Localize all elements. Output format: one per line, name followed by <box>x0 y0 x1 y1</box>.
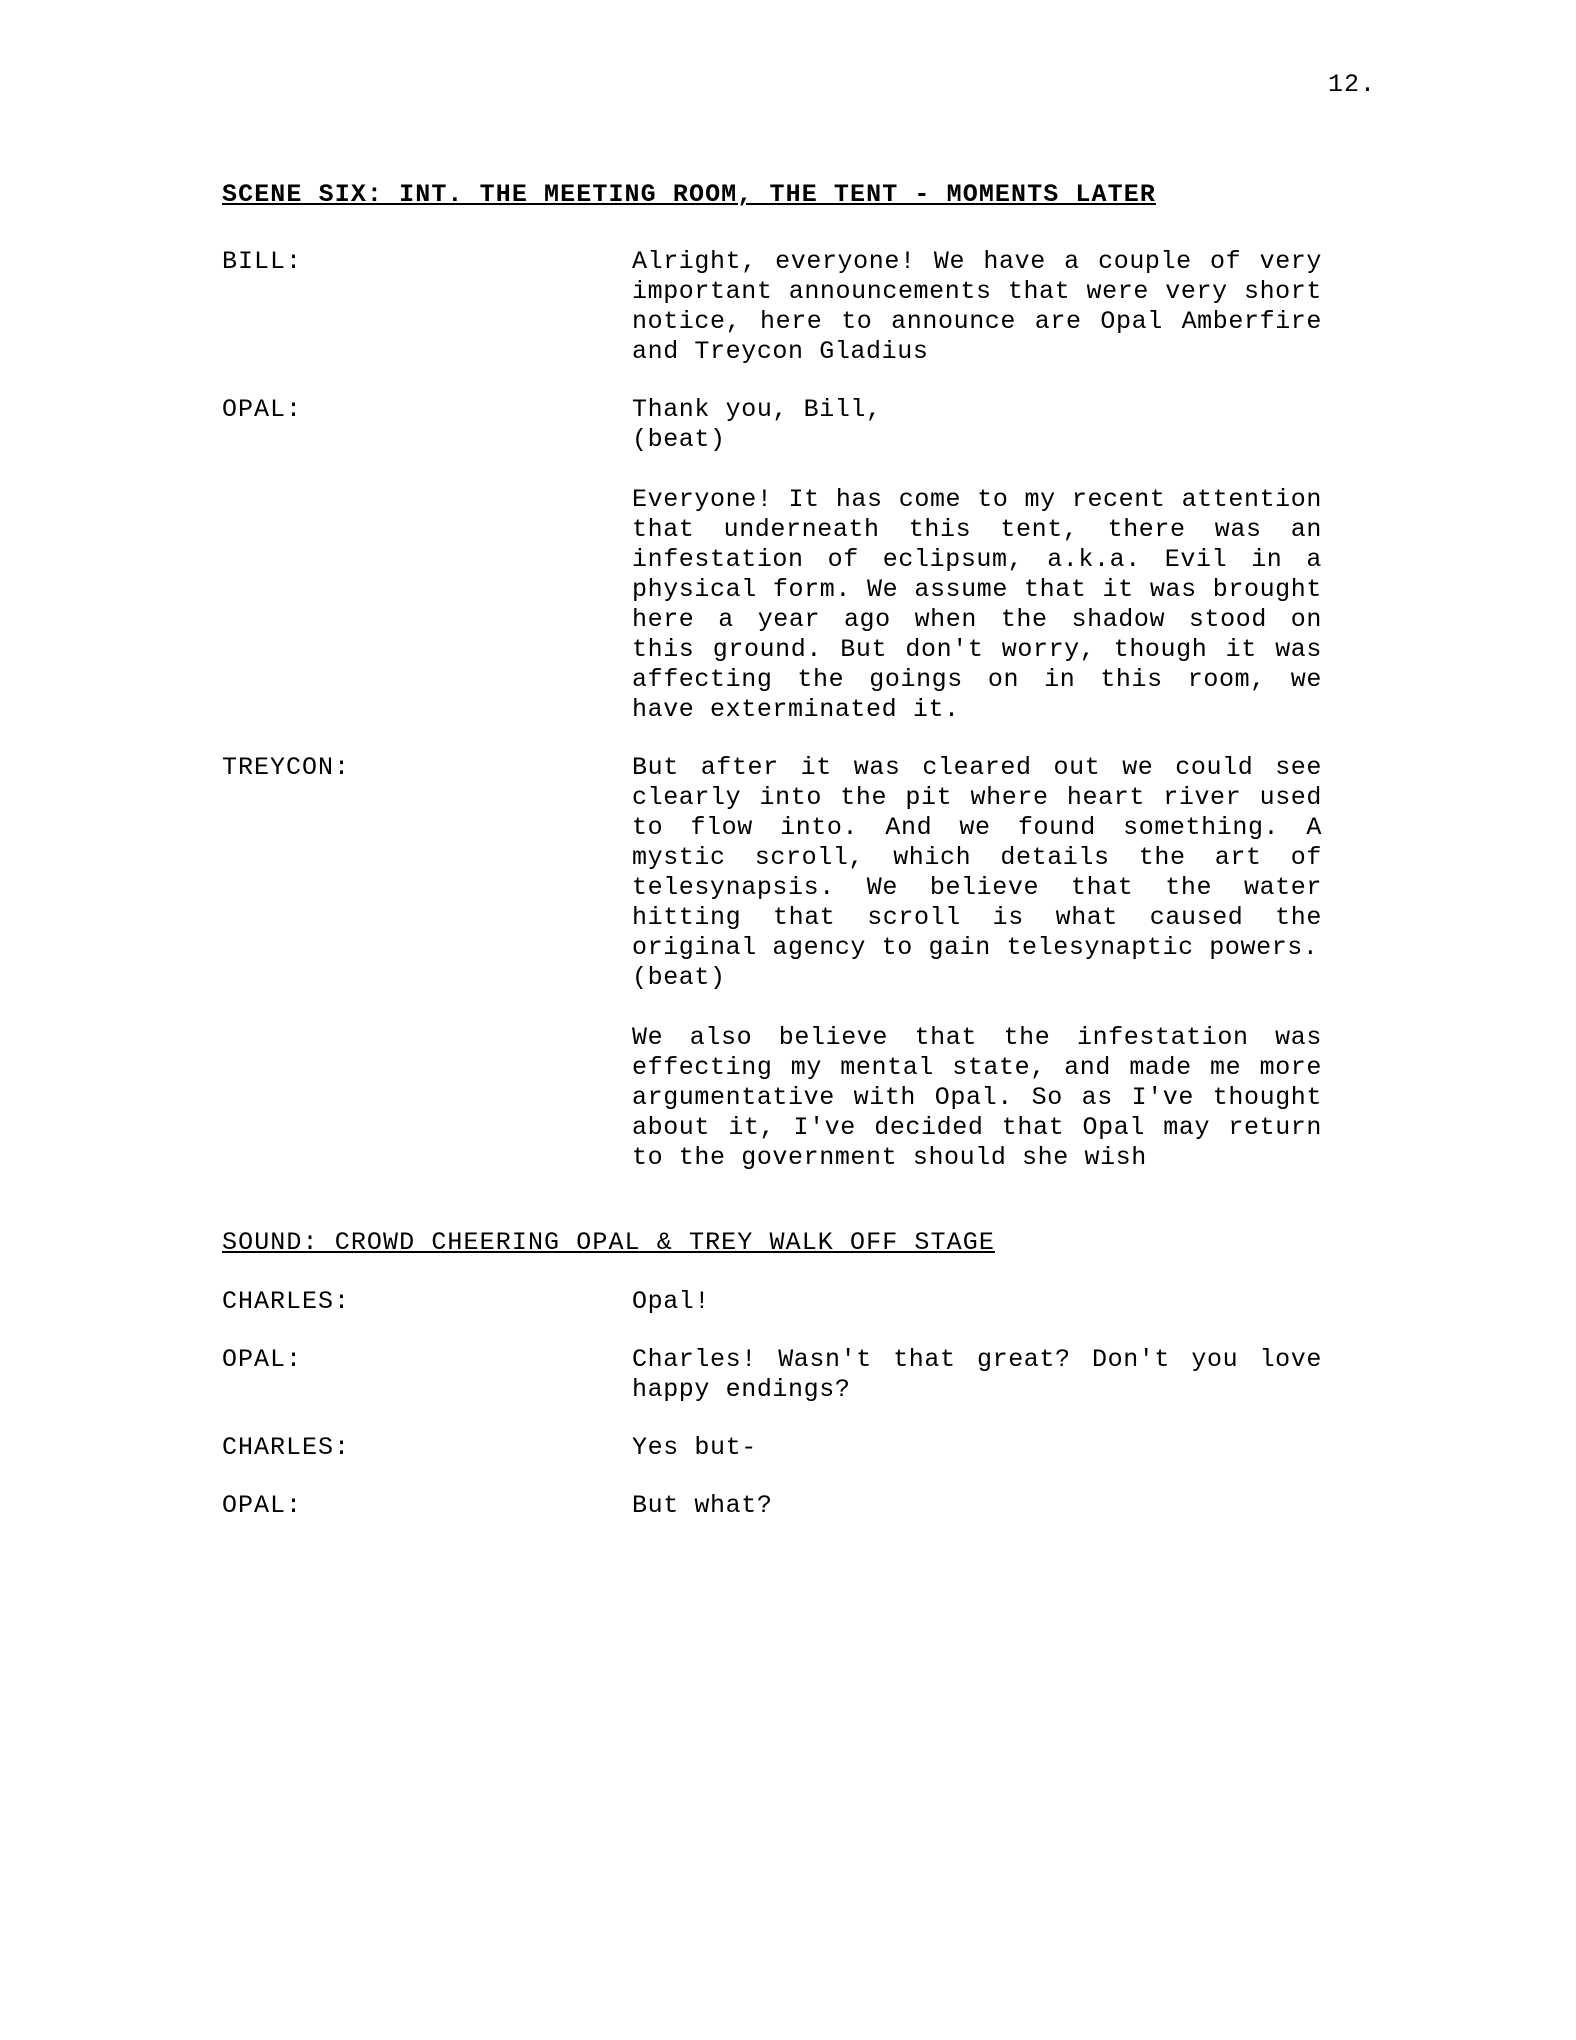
dialogue-block <box>222 1345 1322 1405</box>
dialogue-line: Alright, everyone! We have a couple of very important announcements that were very short notice, here to announce are Opal Amberfire and Treycon Gladius <box>632 247 1322 366</box>
scene-heading: SCENE SIX: INT. THE MEETING ROOM, THE TENT - MOMENTS LATER <box>222 180 1156 209</box>
dialogue-line: Yes but- <box>632 1433 757 1462</box>
dialogue-line: We also believe that the infestation was effecting my mental state, and made me more argumentative with Opal. So as I've thought about it, I've decided that Opal may return to the government should she wish <box>632 1023 1322 1172</box>
character-name: OPAL: <box>222 1491 303 1520</box>
dialogue-block <box>222 753 1322 1173</box>
dialogue-line: But what? <box>632 1491 773 1520</box>
character-name: TREYCON: <box>222 753 351 782</box>
page-number: 12. <box>1327 70 1376 99</box>
dialogue-block <box>222 395 1322 725</box>
character-name: BILL: <box>222 247 303 276</box>
dialogue-text <box>632 395 1322 725</box>
dialogue-text <box>632 1345 1322 1405</box>
dialogue-line: Charles! Wasn't that great? Don't you love happy endings? <box>632 1345 1322 1404</box>
dialogue-line: Thank you, Bill, <box>632 395 882 424</box>
character-name: OPAL: <box>222 395 303 424</box>
character-name: CHARLES: <box>222 1433 351 1462</box>
dialogue-block <box>222 1433 1322 1463</box>
dialogue-line: Everyone! It has come to my recent attention that underneath this tent, there was an infestation of eclipsum, a.k.a. Evil in a physical form. We assume that it was brought here a year ago when the shadow stood on this ground. But don't worry, though it was affecting the goings on in this room, we have exterminated it. <box>632 485 1322 724</box>
dialogue-block <box>222 247 1322 367</box>
dialogue-text <box>632 1433 1322 1463</box>
dialogue-line: But after it was cleared out we could see clearly into the pit where heart river used to flow into. And we found something. A mystic scroll, which details the art of telesynapsis. We believe that the water hitting that scroll is what caused the original agency to gain telesynaptic powers. <box>632 753 1322 962</box>
dialogue-beat: (beat) <box>632 425 726 454</box>
character-name: OPAL: <box>222 1345 303 1374</box>
character-name: CHARLES: <box>222 1287 351 1316</box>
dialogue-text <box>632 247 1322 367</box>
dialogue-text <box>632 753 1322 1173</box>
dialogue-text <box>632 1491 1322 1521</box>
script-body <box>222 180 1322 1549</box>
dialogue-text <box>632 1287 1322 1317</box>
dialogue-line: Opal! <box>632 1287 711 1316</box>
sound-cue-heading: SOUND: CROWD CHEERING OPAL & TREY WALK OFF STAGE <box>222 1228 995 1257</box>
dialogue-beat: (beat) <box>632 963 726 992</box>
dialogue-block <box>222 1491 1322 1521</box>
dialogue-block <box>222 1287 1322 1317</box>
